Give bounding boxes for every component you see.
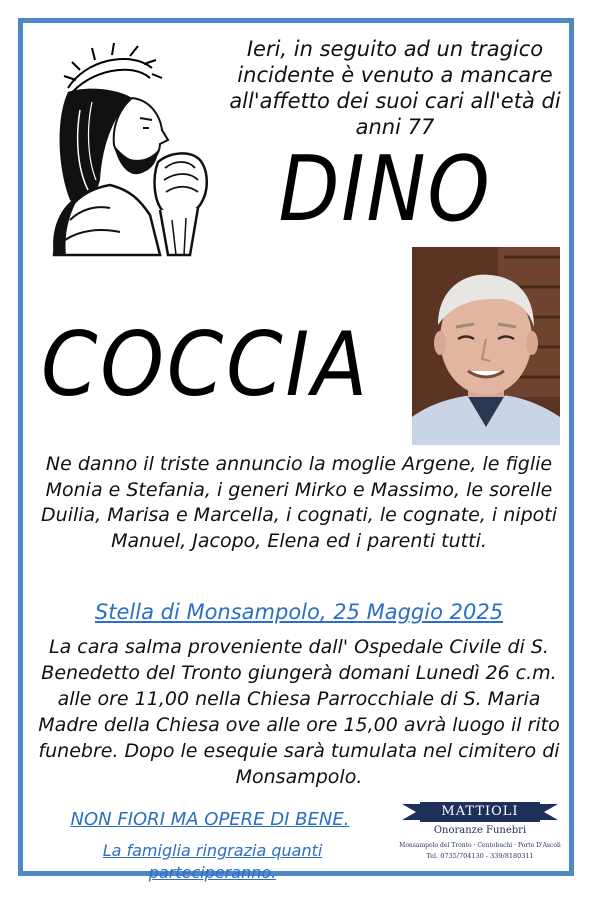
- deceased-surname: COCCIA: [41, 313, 371, 416]
- praying-jesus-icon: [40, 40, 220, 260]
- funeral-home-locations: Monsampolo del Tronto · Centobuchi · Porto D'Ascoli: [399, 842, 561, 849]
- deceased-first-name: DINO: [278, 137, 492, 242]
- portrait-photo: [412, 247, 560, 445]
- funeral-details: La cara salma proveniente dall' Ospedale Civile di S. Benedetto del Tronto giungerà domani Lunedì 26 c.m. alle ore 11,00 nella Chiesa Parrocchiale di S. Maria Madre della Chiesa ove alle ore 15,00 avrà luogo il rito funebre. Dopo le esequie sarà tumulata nel cimitero di Monsampolo.: [38, 636, 560, 788]
- funeral-home-logo: [392, 800, 568, 866]
- funeral-home-name: MATTIOLI: [441, 804, 519, 819]
- thanks-note: La famiglia ringrazia quanti parteciperanno.: [102, 841, 323, 882]
- intro-text: Ieri, in seguito ad un tragico incidente è venuto a mancare all'affetto dei suoi cari all'età di anni 77: [229, 37, 561, 139]
- place-and-date: Stella di Monsampolo, 25 Maggio 2025: [94, 600, 504, 624]
- funeral-home-phone: Tel. 0735/704130 - 339/8180311: [426, 852, 534, 860]
- no-flowers-note: NON FIORI MA OPERE DI BENE.: [70, 809, 350, 830]
- funeral-home-subtitle: Onoranze Funebri: [433, 825, 527, 836]
- family-announcement: Ne danno il triste annuncio la moglie Argene, le figlie Monia e Stefania, i generi Mirko e Massimo, le sorelle Duilia, Marisa e Marcella, i cognati, le cognate, i nipoti Manuel, Jacopo, Elena ed i parenti tutti.: [41, 453, 557, 552]
